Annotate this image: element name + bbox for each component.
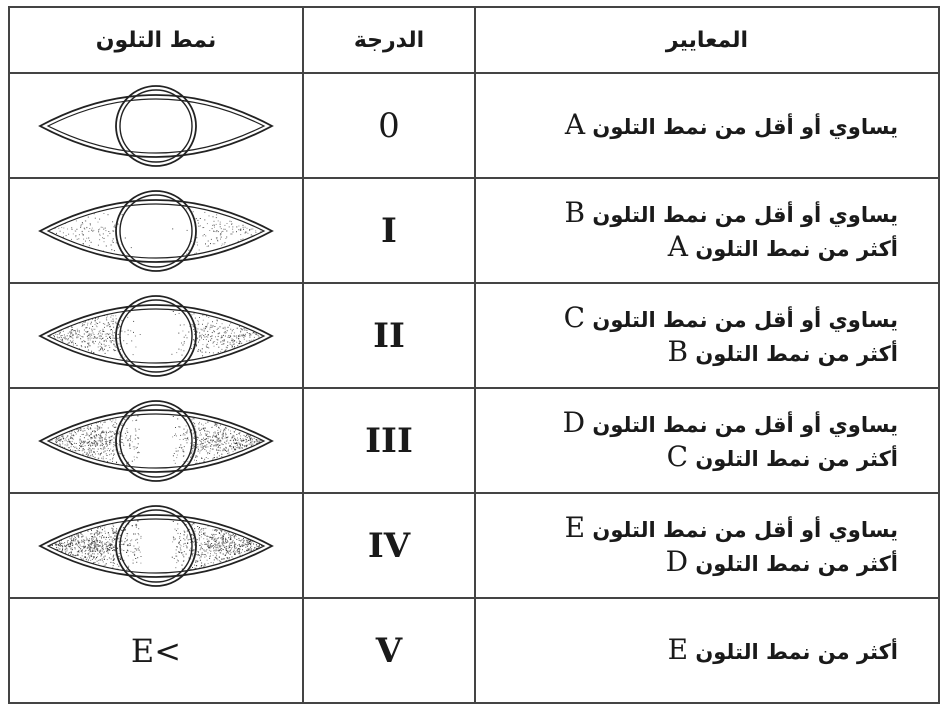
grade-cell: 0 xyxy=(303,73,475,178)
header-pattern: نمط التلون xyxy=(9,7,303,73)
grade-cell: II xyxy=(303,283,475,388)
criteria-letter: A xyxy=(564,107,586,141)
grade-cell: IV xyxy=(303,493,475,598)
header-grade: الدرجة xyxy=(303,7,475,73)
grade-cell: I xyxy=(303,178,475,283)
criteria-letter: C xyxy=(563,300,586,334)
table-row xyxy=(9,388,939,493)
pattern-text: E< xyxy=(130,631,182,670)
grade-cell: V xyxy=(303,598,475,703)
criteria-cell xyxy=(475,388,939,493)
criteria-text: أكثر من نمط التلون xyxy=(695,446,898,471)
criteria-text: يساوي أو أقل من نمط التلون xyxy=(592,114,898,139)
eye-pattern-icon xyxy=(36,504,276,588)
table-row xyxy=(9,283,939,388)
criteria-text: أكثر من نمط التلون xyxy=(695,639,898,664)
criteria-letter: D xyxy=(665,544,689,578)
criteria-letter: B xyxy=(564,195,586,229)
criteria-text: يساوي أو أقل من نمط التلون xyxy=(592,307,898,332)
eye-pattern-icon xyxy=(36,399,276,483)
staining-grade-table xyxy=(8,6,940,704)
criteria-cell xyxy=(475,493,939,598)
criteria-cell xyxy=(475,178,939,283)
table-row xyxy=(9,493,939,598)
criteria-cell xyxy=(475,598,939,703)
eye-pattern-icon xyxy=(36,294,276,378)
pattern-cell xyxy=(9,493,303,598)
criteria-text: يساوي أو أقل من نمط التلون xyxy=(592,412,898,437)
pattern-cell xyxy=(9,73,303,178)
pattern-cell xyxy=(9,598,303,703)
criteria-text: يساوي أو أقل من نمط التلون xyxy=(592,517,898,542)
eye-pattern-icon xyxy=(36,189,276,273)
criteria-letter: E xyxy=(667,632,689,666)
table-row xyxy=(9,178,939,283)
grade-cell: III xyxy=(303,388,475,493)
pattern-cell xyxy=(9,178,303,283)
criteria-cell xyxy=(475,73,939,178)
header-row xyxy=(9,7,939,73)
criteria-text: أكثر من نمط التلون xyxy=(695,551,898,576)
criteria-letter: C xyxy=(666,439,689,473)
header-criteria: المعايير xyxy=(475,7,939,73)
table-row xyxy=(9,73,939,178)
pattern-cell xyxy=(9,283,303,388)
eye-pattern-icon xyxy=(36,84,276,168)
criteria-text: يساوي أو أقل من نمط التلون xyxy=(592,202,898,227)
criteria-text: أكثر من نمط التلون xyxy=(695,236,898,261)
criteria-letter: B xyxy=(667,334,689,368)
criteria-letter: A xyxy=(667,229,689,263)
pattern-cell xyxy=(9,388,303,493)
table-row xyxy=(9,598,939,703)
criteria-cell xyxy=(475,283,939,388)
criteria-text: أكثر من نمط التلون xyxy=(695,341,898,366)
criteria-letter: D xyxy=(562,405,586,439)
criteria-letter: E xyxy=(564,510,586,544)
